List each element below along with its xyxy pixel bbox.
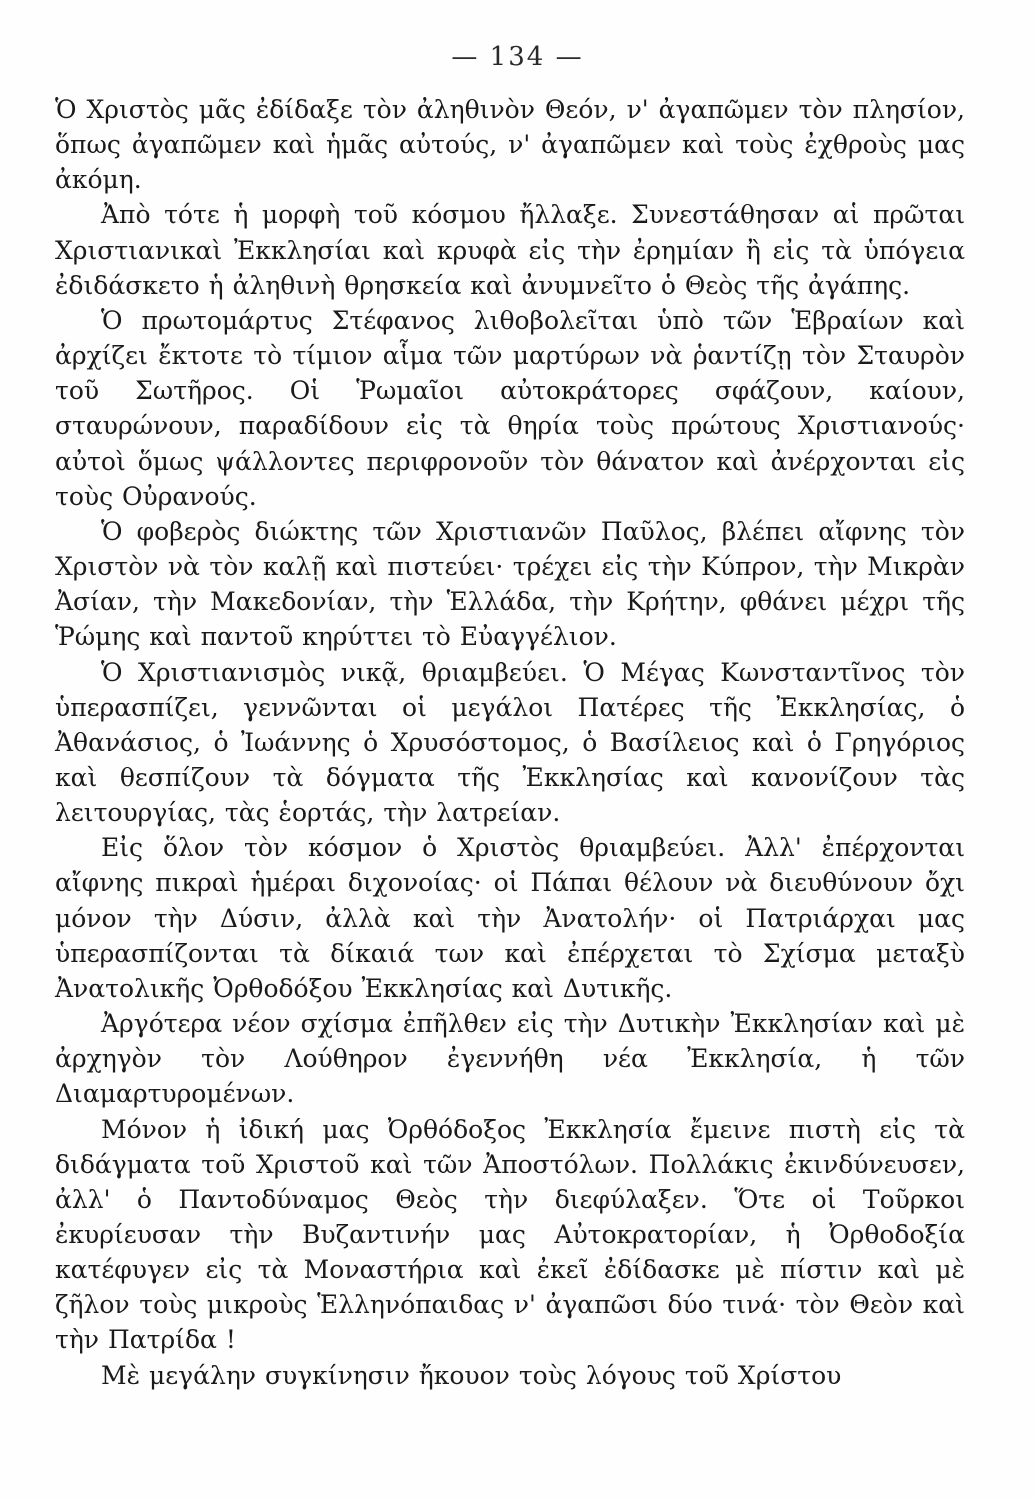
paragraph: Ὁ φοβερὸς διώκτης τῶν Χριστιανῶν Παῦλος, βλέπει αἴφνης τὸν Χριστὸν νὰ τὸν καλῇ καὶ πιστεύει· τρέχει εἰς τὴν Κύπρον, τὴν Μικρὰν Ἀσίαν, τὴν Μακεδονίαν, τὴν Ἑλλάδα, τὴν Κρήτην, φθάνει μέχρι τῆς Ῥώμης καὶ παντοῦ κηρύττει τὸ Εὐαγγέλιον. <box>55 516 965 652</box>
paragraph: Ὁ Χριστιανισμὸς νικᾷ, θριαμβεύει. Ὁ Μέγας Κωνσταντῖνος τὸν ὑπερασπίζει, γεννῶνται οἱ μεγάλοι Πατέρες τῆς Ἐκκλησίας, ὁ Ἀθανάσιος, ὁ Ἰωάννης ὁ Χρυσόστομος, ὁ Βασίλειος καὶ ὁ Γρηγόριος καὶ θεσπίζουν τὰ δόγματα τῆς Ἐκκλησίας καὶ κανονίζουν τὰς λειτουργίας, τὰς ἑορτάς, τὴν λατρείαν. <box>55 657 965 828</box>
paragraph: Ὁ πρωτομάρτυς Στέφανος λιθοβολεῖται ὑπὸ τῶν Ἑβραίων καὶ ἀρχίζει ἔκτοτε τὸ τίμιον αἷμα τῶν μαρτύρων νὰ ῥαντίζῃ τὸν Σταυρὸν τοῦ Σωτῆρος. Οἱ Ῥωμαῖοι αὐτοκράτορες σφάζουν, καίουν, σταυρώνουν, παραδίδουν εἰς τὰ θηρία τοὺς πρώτους Χριστιανούς· αὐτοὶ ὅμως ψάλλοντες περιφρονοῦν τὸν θάνατον καὶ ἀνέρχονται εἰς τοὺς Οὐρανούς. <box>55 305 965 511</box>
paragraph: Ὁ Χριστὸς μᾶς ἐδίδαξε τὸν ἀληθινὸν Θεόν, ν' ἀγαπῶμεν τὸν πλησίον, ὅπως ἀγαπῶμεν καὶ ἡμᾶς αὐτούς, ν' ἀγαπῶμεν καὶ τοὺς ἐχθροὺς μας ἀκόμη. <box>55 95 965 195</box>
page-number: — 134 — <box>451 42 584 72</box>
paragraph: Εἰς ὅλον τὸν κόσμον ὁ Χριστὸς θριαμβεύει. Ἀλλ' ἐπέρχονται αἴφνης πικραὶ ἡμέραι διχονοίας· οἱ Πάπαι θέλουν νὰ διευθύνουν ὄχι μόνον τὴν Δύσιν, ἀλλὰ καὶ τὴν Ἀνατολήν· οἱ Πατριάρχαι μας ὑπερασπίζονται τὰ δίκαιά των καὶ ἐπέρχεται τὸ Σχίσμα μεταξὺ Ἀνατολικῆς Ὀρθοδόξου Ἐκκλησίας καὶ Δυτικῆς. <box>55 833 965 1003</box>
paragraph: Ἀργότερα νέον σχίσμα ἐπῆλθεν εἰς τὴν Δυτικὴν Ἐκκλησίαν καὶ μὲ ἀρχηγὸν τὸν Λούθηρον ἐγεννήθη νέα Ἐκκλησία, ἡ τῶν Διαμαρτυρομένων. <box>55 1009 965 1109</box>
paragraph: Μόνον ἡ ἰδική μας Ὀρθόδοξος Ἐκκλησία ἔμεινε πιστὴ εἰς τὰ διδάγματα τοῦ Χριστοῦ καὶ τῶν Ἀποστόλων. Πολλάκις ἐκινδύνευσεν, ἀλλ' ὁ Παντοδύναμος Θεὸς τὴν διεφύλαξεν. Ὅτε οἱ Τοῦρκοι ἐκυρίευσαν τὴν Βυζαντινήν μας Αὐτοκρατορίαν, ἡ Ὀρθοδοξία κατέφυγεν εἰς τὰ Μοναστήρια καὶ ἐκεῖ ἐδίδασκε μὲ πίστιν καὶ μὲ ζῆλον τοὺς μικροὺς Ἑλληνόπαιδας ν' ἀγαπῶσι δύο τινά· τὸν Θεὸν καὶ τὴν Πατρίδα ! <box>55 1114 965 1355</box>
body-text <box>55 92 965 1393</box>
paragraph: Ἀπὸ τότε ἡ μορφὴ τοῦ κόσμου ἤλλαξε. Συνεστάθησαν αἱ πρῶται Χριστιανικαὶ Ἐκκλησίαι καὶ κρυφὰ εἰς τὴν ἐρημίαν ἢ εἰς τὰ ὑπόγεια ἐδιδάσκετο ἡ ἀληθινὴ θρησκεία καὶ ἀνυμνεῖτο ὁ Θεὸς τῆς ἀγάπης. <box>55 200 965 300</box>
paragraph: Μὲ μεγάλην συγκίνησιν ἤκουον τοὺς λόγους τοῦ Χρίστου <box>101 1360 842 1390</box>
